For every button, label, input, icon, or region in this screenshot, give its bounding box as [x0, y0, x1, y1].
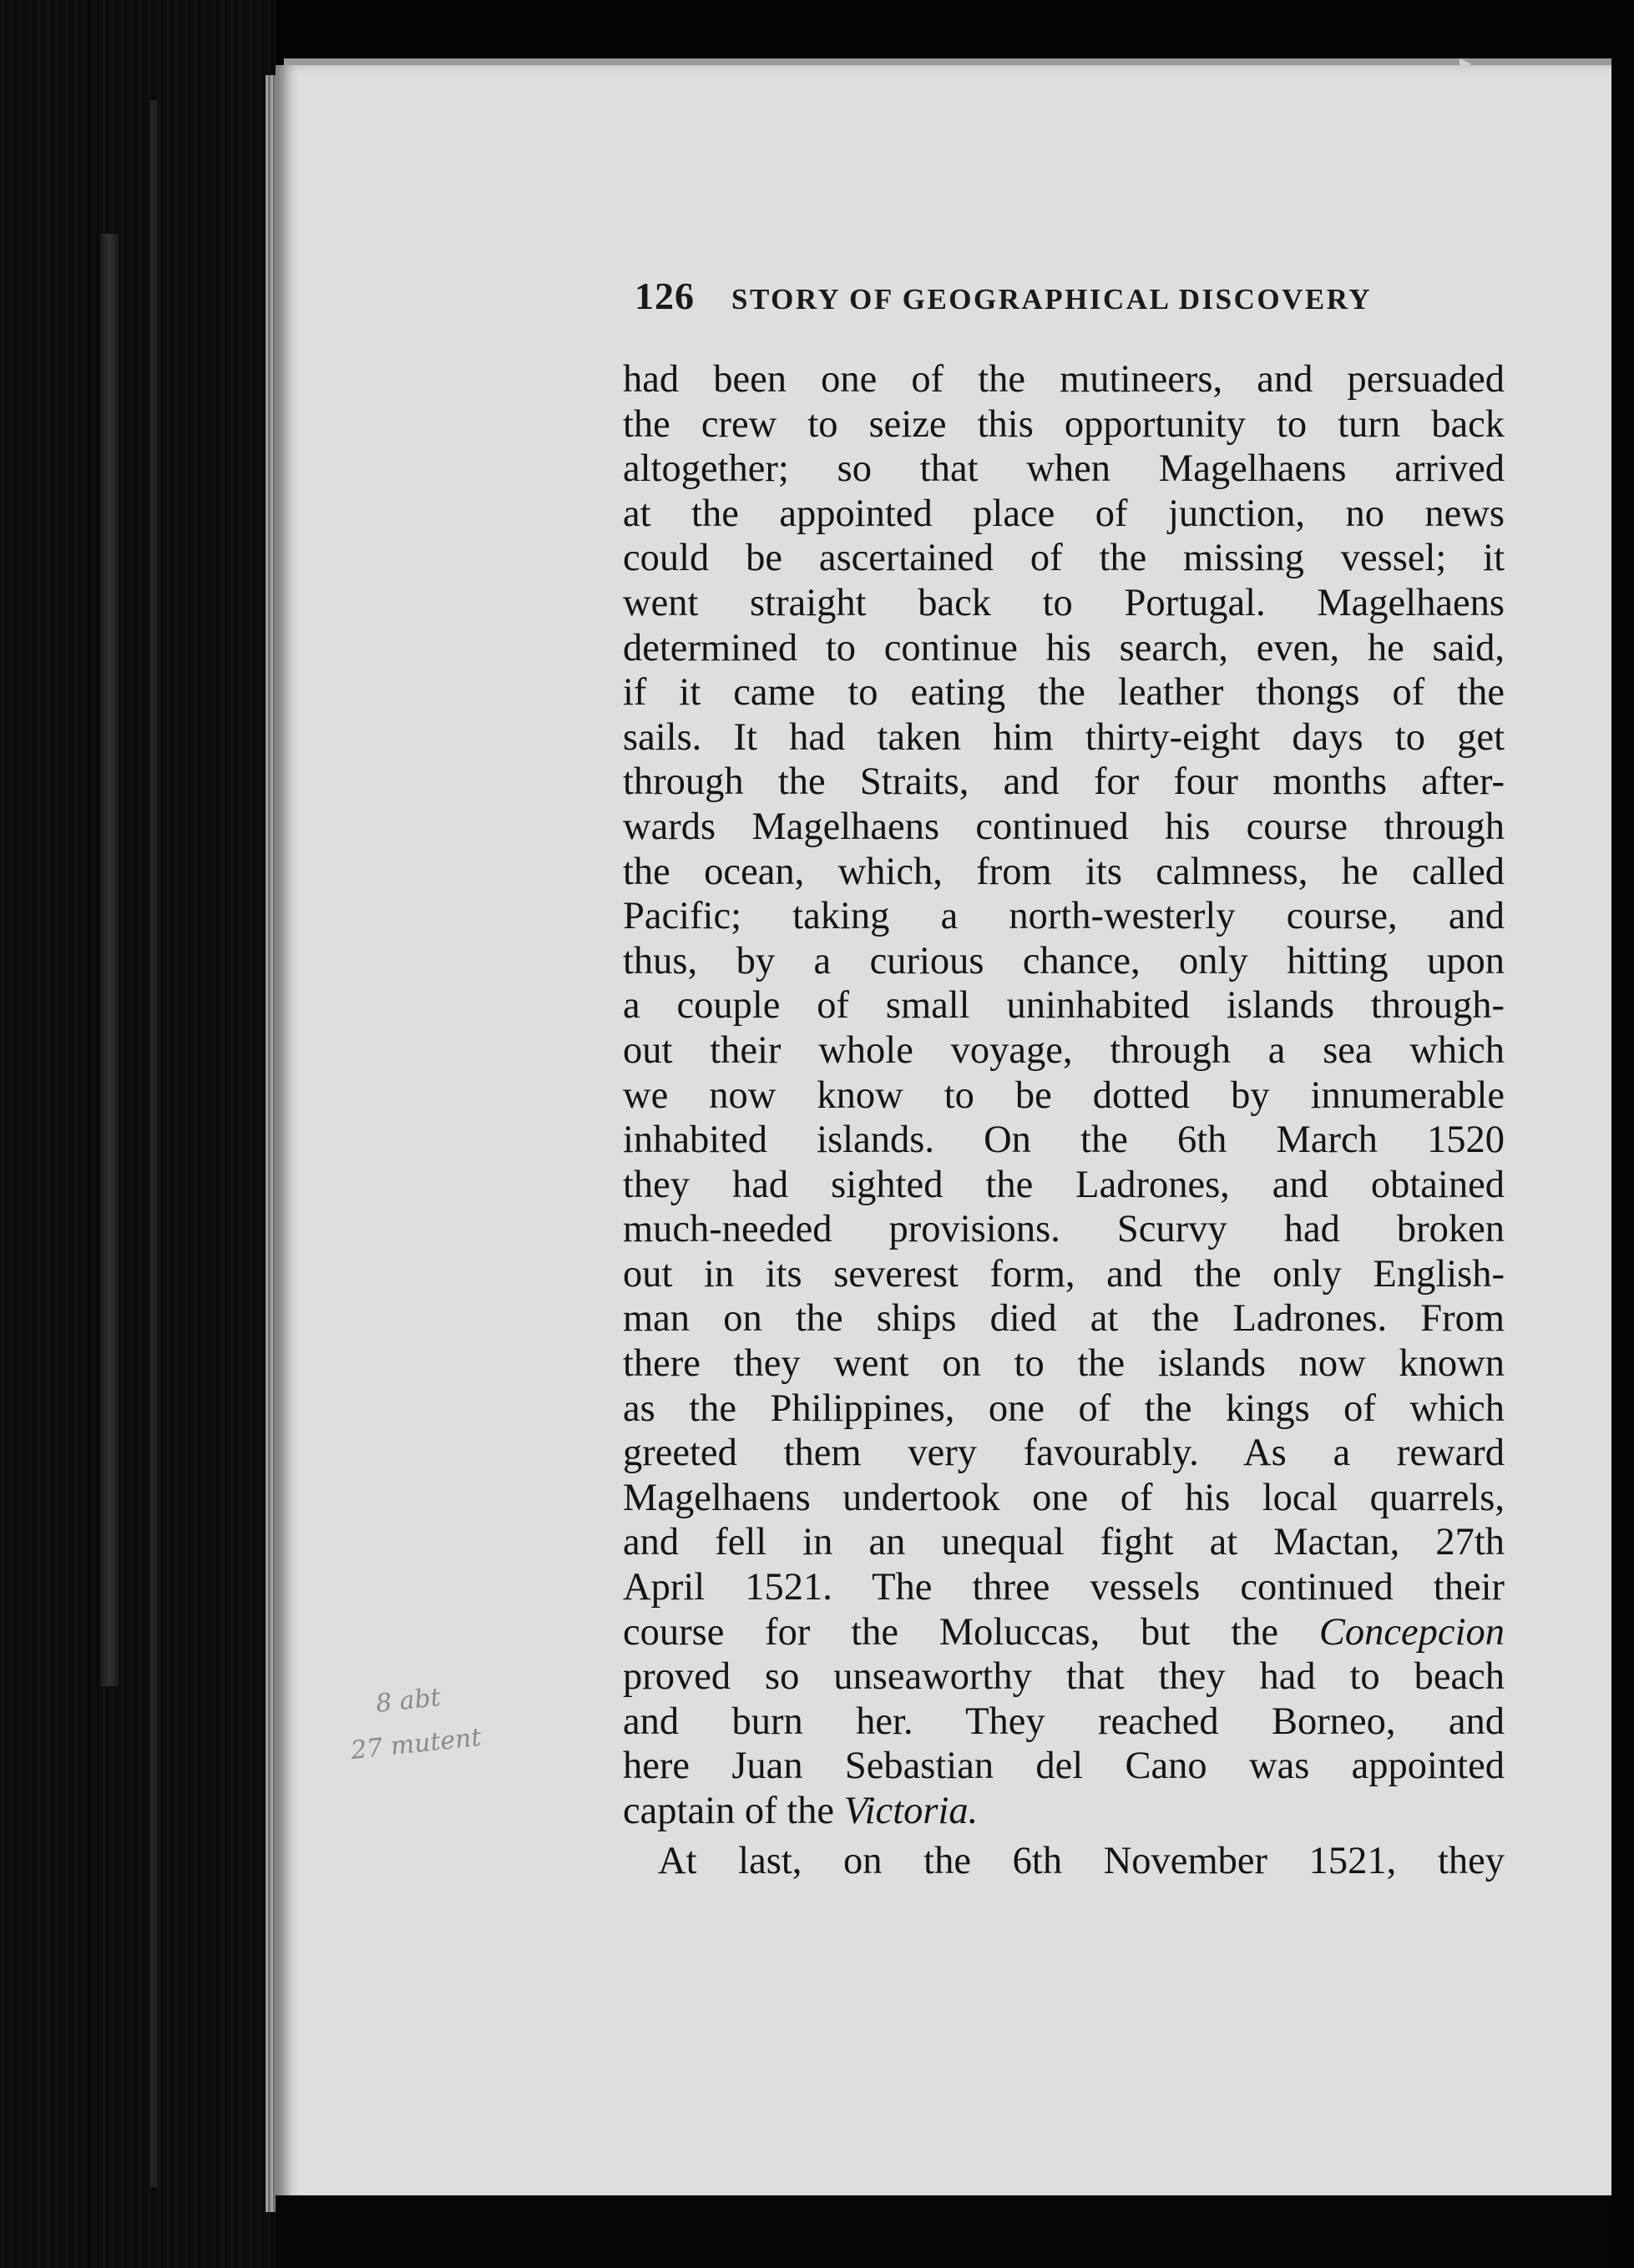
text-line: the ocean, which, from its calmness, he called — [623, 850, 1505, 893]
running-title: STORY OF GEOGRAPHICAL DISCOVERY — [731, 283, 1373, 316]
text-fragment: captain of the — [623, 1790, 835, 1832]
text-line: altogether; so that when Magelhaens arrived — [623, 447, 1505, 491]
text-line: out their whole voyage, through a sea which — [623, 1028, 1505, 1072]
text-line: Pacific; taking a north-westerly course, and — [623, 895, 1505, 938]
text-line: could be ascertained of the missing vessel; it — [623, 537, 1505, 580]
marginalia-line: 27 mutent — [349, 1722, 483, 1766]
corner-arrow-icon: ▸ — [1459, 48, 1472, 76]
text-line: they had sighted the Ladrones, and obtained — [623, 1163, 1505, 1206]
text-line: April 1521. The three vessels continued their — [623, 1566, 1505, 1609]
text-line: and fell in an unequal fight at Mactan, 27th — [623, 1521, 1505, 1564]
text-line: here Juan Sebastian del Cano was appointed — [623, 1745, 1505, 1788]
book-binding — [0, 0, 276, 2268]
text-line: man on the ships died at the Ladrones. From — [623, 1297, 1505, 1341]
text-line: wards Magelhaens continued his course through — [623, 805, 1505, 848]
text-line: we now know to be dotted by innumerable — [623, 1073, 1505, 1117]
text-line: and burn her. They reached Borneo, and — [623, 1700, 1505, 1743]
text-line: had been one of the mutineers, and persuaded — [623, 358, 1505, 401]
page-number: 126 — [635, 275, 695, 317]
text-line: thus, by a curious chance, only hitting upon — [623, 939, 1505, 982]
running-head — [635, 274, 1436, 324]
handwritten-marginalia — [349, 1683, 568, 1786]
text-line: a couple of small uninhabited islands through- — [623, 984, 1505, 1028]
text-line: inhabited islands. On the 6th March 1520 — [623, 1119, 1505, 1162]
text-line-victoria — [623, 1789, 1505, 1834]
text-line: sails. It had taken him thirty-eight days to get — [623, 715, 1505, 759]
text-line: proved so unseaworthy that they had to beach — [623, 1655, 1505, 1699]
body-text — [623, 357, 1505, 1883]
text-line-concepcion — [623, 1610, 1505, 1655]
binding-stripe — [150, 100, 157, 2187]
text-line: as the Philippines, one of the kings of which — [623, 1387, 1505, 1430]
text-line: out in its severest form, and the only English- — [623, 1252, 1505, 1296]
text-line: much-needed provisions. Scurvy had broken — [623, 1208, 1505, 1251]
text-line: if it came to eating the leather thongs of the — [623, 671, 1505, 715]
marginalia-line: 8 abt — [374, 1683, 443, 1719]
text-line: greeted them very favourably. As a reward — [623, 1432, 1505, 1475]
text-line: the crew to seize this opportunity to turn back — [623, 402, 1505, 446]
page-bottom-shadow — [276, 2195, 1611, 2268]
text-line: Magelhaens undertook one of his local quarrels, — [623, 1476, 1505, 1519]
text-line: determined to continue his search, even, he said, — [623, 626, 1505, 669]
text-fragment: course for the Moluccas, but the — [623, 1610, 1279, 1654]
text-line: at the appointed place of junction, no news — [623, 492, 1505, 535]
text-line: went straight back to Portugal. Magelhaens — [623, 581, 1505, 624]
paragraph-start-line: At last, on the 6th November 1521, they — [658, 1839, 1505, 1882]
ship-name-victoria: Victoria. — [843, 1790, 979, 1832]
text-line: through the Straits, and for four months after- — [623, 760, 1505, 804]
binding-highlight — [100, 234, 119, 1686]
text-line: there they went on to the islands now known — [623, 1342, 1505, 1386]
ship-name-concepcion: Concepcion — [1318, 1610, 1505, 1654]
